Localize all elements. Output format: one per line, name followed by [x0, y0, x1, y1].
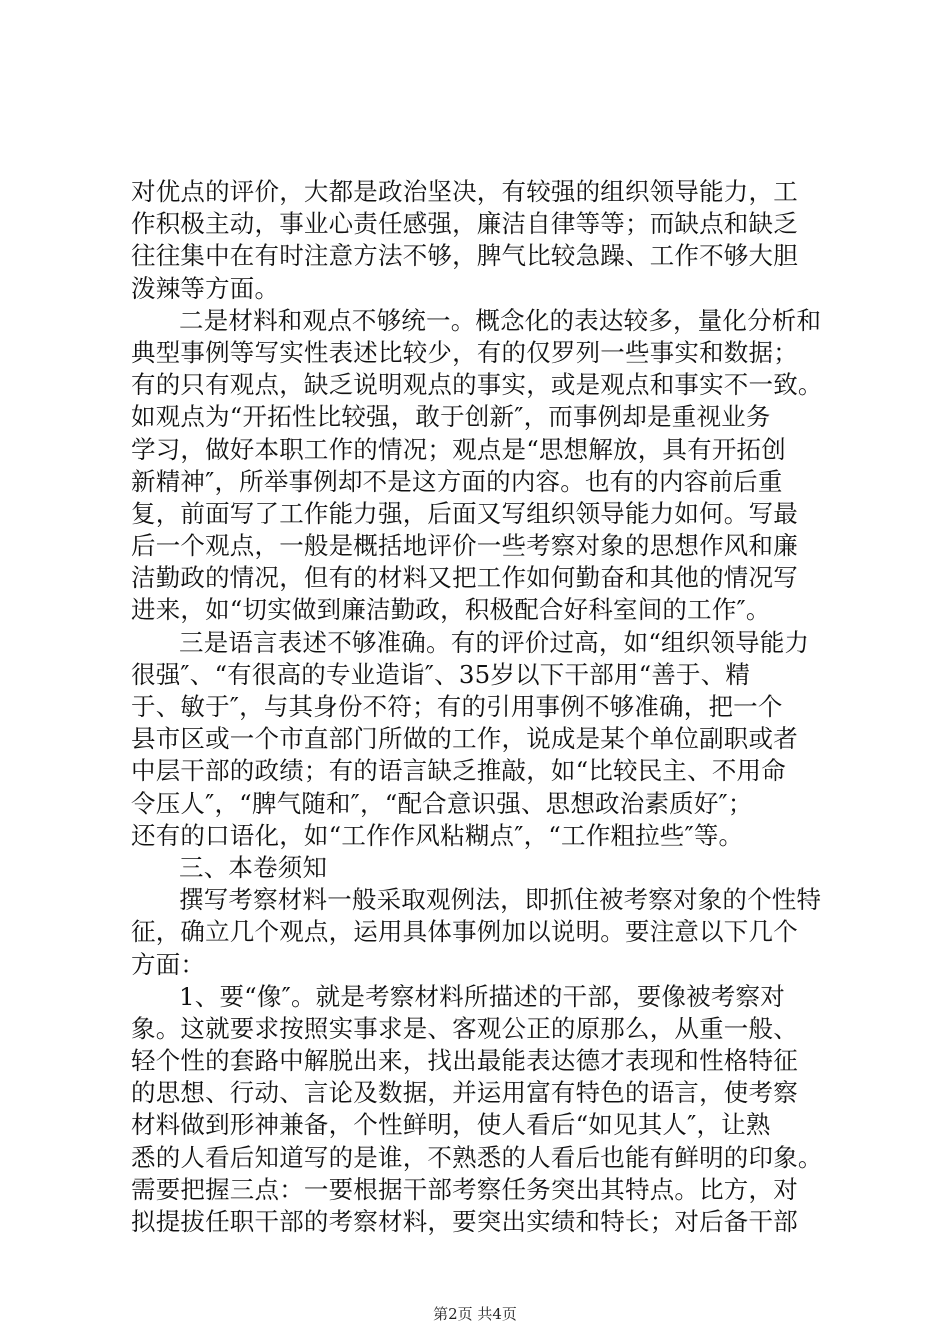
text-line: 于、敏于″，与其身份不符；有的引用事例不够准确，把一个: [131, 692, 783, 721]
text-line: 学习，做好本职工作的情况；观点是“思想解放，具有开拓创: [131, 434, 786, 464]
text-line: 如观点为“开拓性比较强，敢于创新″，而事例却是重视业务: [131, 402, 771, 432]
text-line: 作积极主动，事业心责任感强，廉洁自律等等；而缺点和缺乏: [131, 209, 798, 239]
text-line: 新精神″，所举事例却不是这方面的内容。也有的内容前后重: [131, 466, 783, 496]
text-line: 二是材料和观点不够统一。概念化的表达较多，量化分析和: [179, 305, 822, 335]
document-body: [131, 176, 831, 1238]
text-line: 轻个性的套路中解脱出来，找出最能表达德才表现和性格特征: [131, 1046, 798, 1076]
text-line: 需要把握三点：一要根据干部考察任务突出其特点。比方，对: [131, 1174, 798, 1204]
text-line: 后一个观点，一般是概括地评价一些考察对象的思想作风和廉: [131, 531, 798, 561]
text-line: 还有的口语化，如“工作作风粘糊点″，“工作粗拉些″等。: [131, 820, 744, 850]
paragraph: [131, 884, 831, 981]
paragraph: [131, 627, 831, 852]
text-line: 有的只有观点，缺乏说明观点的事实，或是观点和事实不一致。: [131, 370, 823, 400]
text-line: 县市区或一个市直部门所做的工作，说成是某个单位副职或者: [131, 724, 798, 754]
text-line: 象。这就要求按照实事求是、客观公正的原那么，从重一般、: [131, 1013, 798, 1043]
text-line: 三、本卷须知: [179, 852, 328, 882]
text-line: 典型事例等写实性表述比较少，有的仅罗列一些事实和数据；: [131, 337, 798, 367]
text-line: 征，确立几个观点，运用具体事例加以说明。要注意以下几个: [131, 917, 798, 947]
text-line: 洁勤政的情况，但有的材料又把工作如何勤奋和其他的情况写: [131, 563, 798, 593]
paragraph: [131, 176, 831, 305]
text-line: 的思想、行动、言论及数据，并运用富有特色的语言，使考察: [131, 1078, 798, 1108]
text-line: 往往集中在有时注意方法不够，脾气比较急躁、工作不够大胆: [131, 241, 798, 271]
text-line: 很强″、“有很高的专业造诣″、35岁以下干部用“善于、精: [131, 659, 751, 689]
paragraph: [131, 981, 831, 1239]
text-line: 悉的人看后知道写的是谁，不熟悉的人看后也能有鲜明的印象。: [131, 1142, 823, 1172]
text-line: 材料做到形神兼备，个性鲜明，使人看后“如见其人″，让熟: [131, 1110, 771, 1140]
text-line: 拟提拔任职干部的考察材料，要突出实绩和特长；对后备干部: [131, 1207, 798, 1236]
text-line: 三是语言表述不够准确。有的评价过高，如“组织领导能力: [179, 627, 810, 657]
paragraph: [131, 852, 831, 884]
text-line: 令压人″，“脾气随和″，“配合意识强、思想政治素质好″；: [131, 788, 753, 818]
text-line: 进来，如“切实做到廉洁勤政，积极配合好科室间的工作″。: [131, 595, 771, 625]
text-line: 1、要“像″。就是考察材料所描述的干部，要像被考察对: [179, 981, 785, 1011]
paragraph: [131, 305, 831, 627]
page-footer: 第2页 共4页: [433, 1305, 517, 1323]
text-line: 对优点的评价，大都是政治坚决，有较强的组织领导能力，工: [131, 177, 798, 206]
text-line: 复，前面写了工作能力强，后面又写组织领导能力如何。写最: [131, 498, 798, 528]
text-line: 方面：: [131, 949, 206, 979]
text-line: 泼辣等方面。: [131, 273, 280, 303]
text-line: 撰写考察材料一般采取观例法，即抓住被考察对象的个性特: [179, 885, 822, 915]
text-line: 中层干部的政绩；有的语言缺乏推敲，如“比较民主、不用命: [131, 756, 786, 786]
